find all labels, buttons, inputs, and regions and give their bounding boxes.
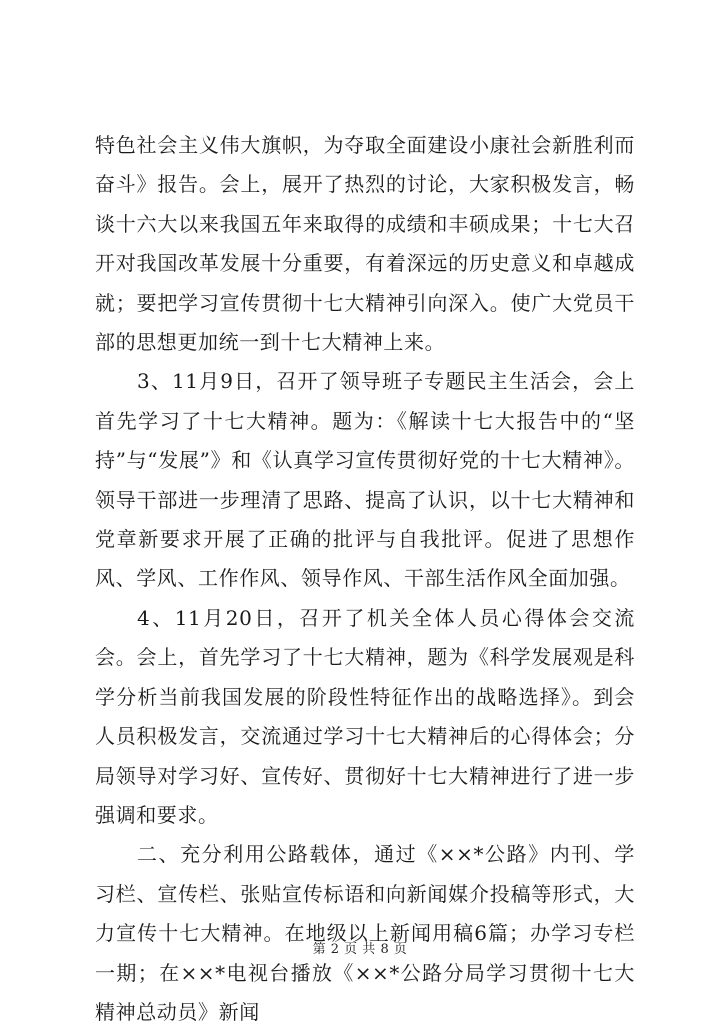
paragraph-item-3-democratic-meeting: 3、11月9日，召开了领导班子专题民主生活会，会上首先学习了十七大精神。题为：《解读十七大报告中的“坚持”与“发展”》和《认真学习宣传贯彻好党的十七大精神》。领导干部进一步理清了思路、提高了认识，以十七大精神和党章新要求开展了正确的批评与自我批评。促进了思想作风、学风、工作作风、领导作风、干部生活作风全面加强。 xyxy=(95,369,635,591)
document-body xyxy=(95,126,635,1032)
paragraph-continued-report: 特色社会主义伟大旗帜，为夺取全面建设小康社会新胜利而奋斗》报告。会上，展开了热烈的讨论，大家积极发言，畅谈十六大以来我国五年来取得的成绩和丰硕成果；十七大召开对我国改革发展十分重要，有着深远的历史意义和卓越成就；要把学习宣传贯彻十七大精神引向深入。使广大党员干部的思想更加统一到十七大精神上来。 xyxy=(95,133,635,355)
page-number-footer: 第 2 页 共 8 页 xyxy=(312,942,408,957)
paragraph-item-4-exchange-meeting: 4、11月20日，召开了机关全体人员心得体会交流会。会上，首先学习了十七大精神，题为《科学发展观是科学分析当前我国发展的阶段性特征作出的战略选择》。到会人员积极发言，交流通过学习十七大精神后的心得体会；分局领导对学习好、宣传好、贯彻好十七大精神进行了进一步强调和要求。 xyxy=(95,605,635,827)
paragraph-section-2-publicity: 二、充分利用公路载体，通过《××*公路》内刊、学习栏、宣传栏、张贴宣传标语和向新闻媒介投稿等形式，大力宣传十七大精神。在地级以上新闻用稿6篇；办学习专栏一期；在××*电视台播放《××*公路分局学习贯彻十七大精神总动员》新闻 xyxy=(95,842,635,1024)
